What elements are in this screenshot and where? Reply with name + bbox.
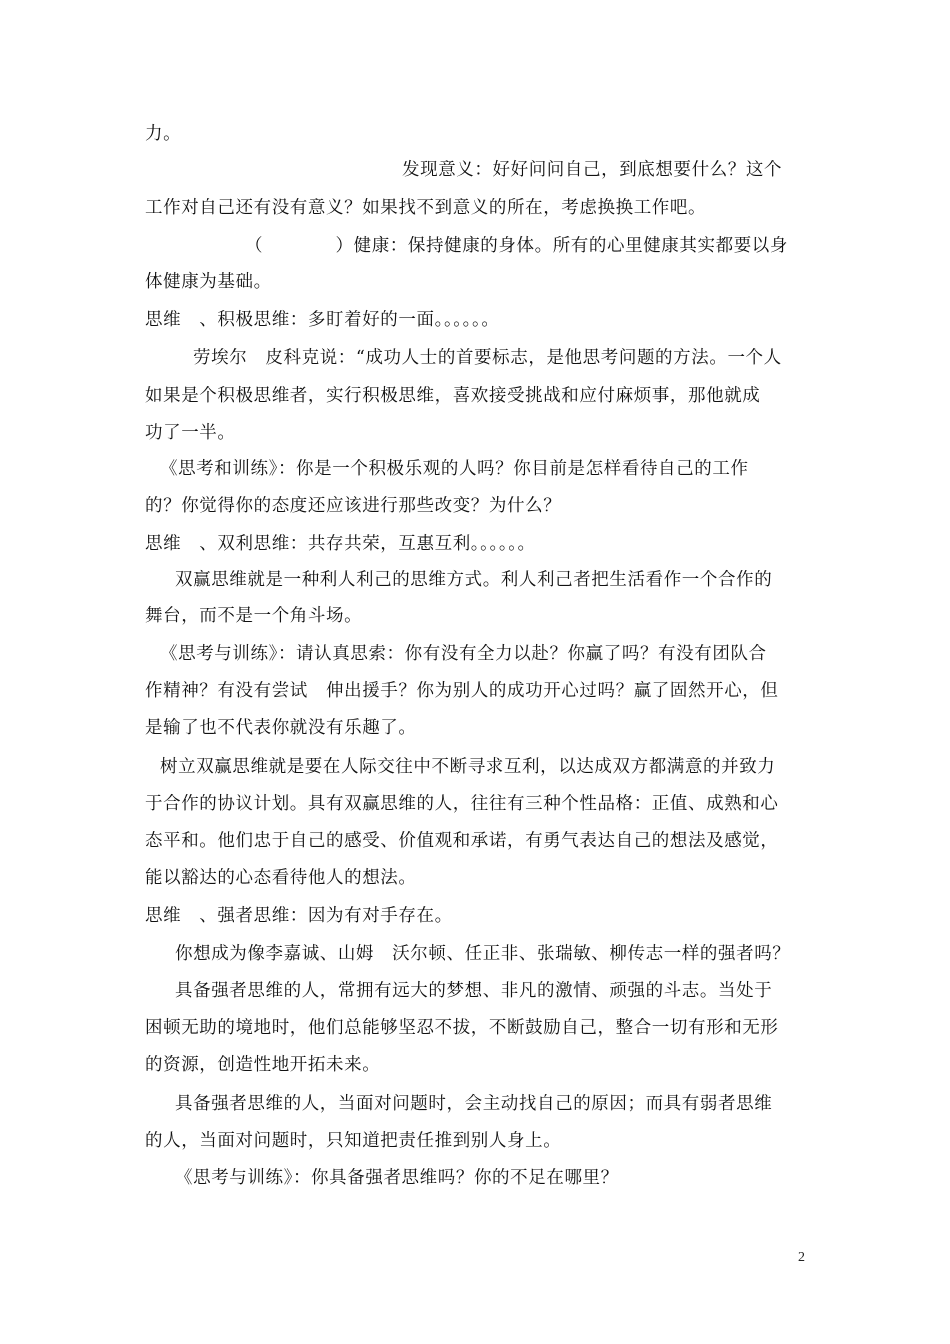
text-line: 的？你觉得你的态度还应该进行那些改变？为什么？ [145, 496, 562, 516]
text-line: 是输了也不代表你就没有乐趣了。 [145, 718, 417, 738]
text-line: 作精神？有没有尝试 伸出援手？你为别人的成功开心过吗？赢了固然开心，但 [145, 681, 779, 701]
text-line: 发现意义：好好问问自己，到底想要什么？这个 [402, 160, 783, 180]
text-line: 劳埃尔 皮科克说：“成功人士的首要标志，是他思考问题的方法。一个人 [193, 348, 782, 368]
text-line: 树立双赢思维就是要在人际交往中不断寻求互利，以达成双方都满意的并致力 [160, 757, 776, 777]
text-line: 的人，当面对问题时，只知道把责任推到别人身上。 [145, 1131, 562, 1151]
text-line: 力。 [145, 124, 182, 144]
heading-line: 思维 、积极思维：多盯着好的一面。。。。。。 [145, 310, 500, 330]
text-line: 如果是个积极思维者，实行积极思维，喜欢接受挑战和应付麻烦事，那他就成 [145, 386, 761, 406]
text-line: 具备强者思维的人，当面对问题时，会主动找自己的原因；而具有弱者思维 [175, 1094, 773, 1114]
text-line: 态平和。他们忠于自己的感受、价值观和承诺，有勇气表达自己的想法及感觉， [145, 831, 779, 851]
text-line: 工作对自己还有没有意义？如果找不到意义的所在，考虑换换工作吧。 [145, 198, 707, 218]
page-number: 2 [798, 1250, 805, 1265]
text-line: 《思考与训练》：请认真思索：你有没有全力以赴？你赢了吗？有没有团队合 [160, 644, 767, 664]
heading-line: 思维 、双利思维：共存共荣，互惠互利。。。。。。 [145, 534, 536, 554]
text-line: 体健康为基础。 [145, 272, 272, 292]
text-line: 《思考和训练》：你是一个积极乐观的人吗？你目前是怎样看待自己的工作 [160, 459, 749, 479]
text-line: 你想成为像李嘉诚、山姆 沃尔顿、任正非、张瑞敏、柳传志一样的强者吗？ [175, 944, 791, 964]
text-line: 具备强者思维的人，常拥有远大的梦想、非凡的激情、顽强的斗志。当处于 [175, 981, 773, 1001]
text-line: 困顿无助的境地时，他们总能够坚忍不拔，不断鼓励自己，整合一切有形和无形 [145, 1018, 779, 1038]
text-line: 能以豁达的心态看待他人的想法。 [145, 868, 417, 888]
text-line: 舞台，而不是一个角斗场。 [145, 606, 363, 626]
text-line: 的资源，创造性地开拓未来。 [145, 1055, 381, 1075]
text-line: 《思考与训练》：你具备强者思维吗？你的不足在哪里？ [175, 1168, 619, 1188]
heading-line: 思维 、强者思维：因为有对手存在。 [145, 906, 453, 926]
text-line: 功了一半。 [145, 423, 236, 443]
text-line: 于合作的协议计划。具有双赢思维的人，往往有三种个性品格：正值、成熟和心 [145, 794, 779, 814]
text-line: 双赢思维就是一种利人利己的思维方式。利人利己者把生活看作一个合作的 [175, 570, 773, 590]
text-line: （ ）健康：保持健康的身体。所有的心里健康其实都要以身 [245, 236, 788, 256]
